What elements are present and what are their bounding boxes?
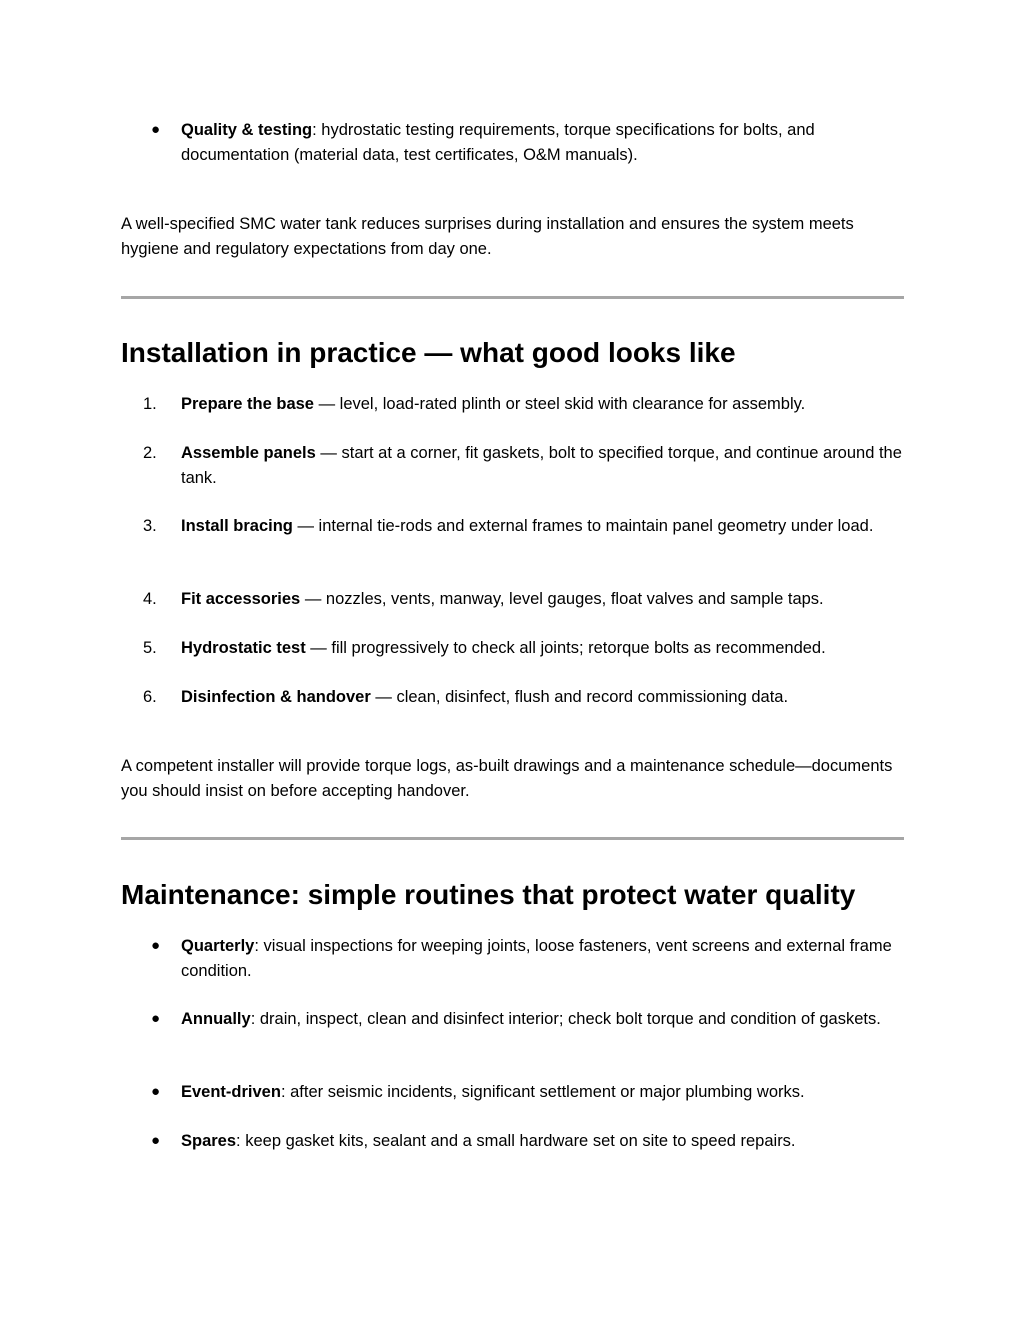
step-text [181,636,904,661]
intro-paragraph-block [121,212,904,261]
list-item-text [181,1007,904,1032]
list-item-separator: : [236,1132,246,1150]
list-item-description: drain, inspect, clean and disinfect interior; check bolt torque and condition of gaskets. [259,1010,881,1028]
step-description: start at a corner, fit gaskets, bolt to specified torque, and continue around the tank. [181,444,902,487]
installation-step-1 [121,392,904,417]
list-item-description: visual inspections for weeping joints, loose fasteners, vent screens and external frame condition. [181,937,892,980]
step-term: Disinfection & handover [181,688,371,706]
step-text [181,587,904,612]
list-item-text [181,118,904,167]
list-item-separator: : [312,121,322,139]
step-separator: — [370,688,397,706]
list-item-term: Event-driven [181,1083,281,1101]
step-text [181,392,904,417]
step-term: Hydrostatic test [181,639,306,657]
list-item-description: keep gasket kits, sealant and a small hardware set on site to speed repairs. [245,1132,796,1150]
installation-heading: Installation in practice — what good looks like [121,337,736,368]
list-item-separator: : [280,1083,291,1101]
list-item-description: hydrostatic testing requirements, torque specifications for bolts, and documentation (material data, test certificates, O&M manuals). [181,121,815,164]
maintenance-heading: Maintenance: simple routines that protect water quality [121,879,856,910]
step-description: nozzles, vents, manway, level gauges, float valves and sample taps. [325,590,824,608]
step-separator: — [300,590,326,608]
installation-step-2 [121,441,904,490]
maintenance-item-annually [121,1007,904,1032]
step-text [181,441,904,490]
list-item-separator: : [250,1010,260,1028]
bullet-marker: ● [151,937,161,954]
step-term: Assemble panels [181,444,316,462]
list-item-text [181,1080,904,1105]
intro-paragraph: A well-specified SMC water tank reduces surprises during installation and ensures the system meets hygiene and regulatory expectations from day one. [121,215,854,258]
step-description: internal tie-rods and external frames to maintain panel geometry under load. [318,517,874,535]
bullet-marker: ● [151,121,161,138]
step-number: 6. [143,688,157,706]
step-number: 2. [143,444,157,462]
section-divider [121,296,904,299]
list-item-text [181,934,904,983]
step-number: 3. [143,517,157,535]
list-item-term: Spares [181,1132,237,1150]
section-divider [121,837,904,840]
step-number: 5. [143,639,157,657]
installation-step-5 [121,636,904,661]
step-description: fill progressively to check all joints; retorque bolts as recommended. [331,639,826,657]
step-number: 4. [143,590,157,608]
list-item-term: Annually [181,1010,251,1028]
installation-step-4 [121,587,904,612]
step-term: Prepare the base [181,395,314,413]
list-item-description: after seismic incidents, significant settlement or major plumbing works. [290,1083,805,1101]
step-separator: — [313,395,340,413]
maintenance-item-event-driven [121,1080,904,1105]
step-number: 1. [143,395,157,413]
list-item-separator: : [254,937,264,955]
step-separator: — [315,444,342,462]
installation-heading-block [121,336,904,370]
installation-step-3 [121,514,904,539]
step-description: level, load-rated plinth or steel skid with clearance for assembly. [339,395,806,413]
step-text [181,685,904,710]
step-term: Fit accessories [181,590,301,608]
maintenance-item-spares [121,1129,904,1154]
list-item-text [181,1129,904,1154]
list-item-term: Quarterly [181,937,255,955]
bullet-marker: ● [151,1010,161,1027]
list-item-term: Quality & testing [181,121,313,139]
step-separator: — [305,639,332,657]
list-item-quality-testing [121,118,904,167]
maintenance-item-quarterly [121,934,904,983]
step-description: clean, disinfect, flush and record commissioning data. [396,688,789,706]
bullet-marker: ● [151,1083,161,1100]
step-text [181,514,904,539]
installation-closing-paragraph: A competent installer will provide torque logs, as-built drawings and a maintenance schedule—documents you should insist on before accepting handover. [121,757,893,800]
bullet-marker: ● [151,1132,161,1149]
maintenance-heading-block [121,878,904,912]
installation-step-6 [121,685,904,710]
installation-closing-block [121,754,904,803]
step-separator: — [292,517,319,535]
step-term: Install bracing [181,517,293,535]
